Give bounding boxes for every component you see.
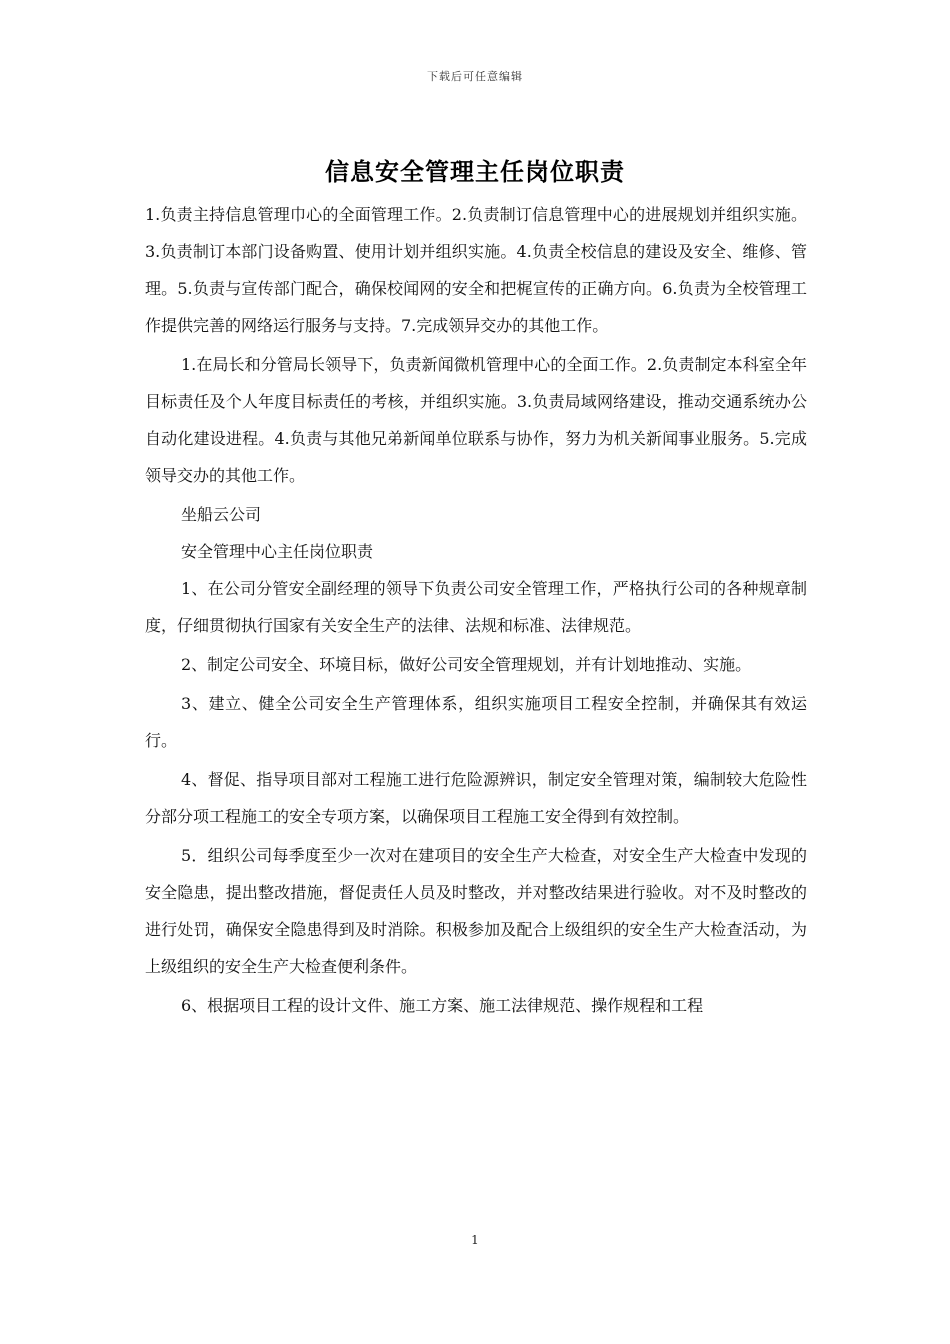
paragraph-info-center-duties: 1.负责主持信息管理巾心的全面管理工作。2.负责制订信息管理中心的进展规划并组织实施。3.负责制订本部门设备购置、使用计划并组织实施。4.负责全校信息的建设及安全、维修、管理。5.负责与宣传部门配合，确保校闻网的安全和把梶宣传的正确方向。6.负责为全校管理工作提供完善的网络运行服务与支持。7.完成领异交办的其他工作。 [145,205,807,335]
paragraph-duty-5: 5．组织公司每季度至少一次对在建项目的安全生产大检查，对安全生产大检查中发现的安全隐患，提出整改措施，督促责任人员及时整改，并对整改结果进行验收。对不及时整改的进行处罚，确保安全隐患得到及时消除。积极参加及配合上级组织的安全生产大检查活动，为上级组织的安全生产大检查便利条件。 [145,846,807,976]
paragraph-news-center-duties: 1.在局长和分管局长领导下，负责新闻微机管理中心的全面工作。2.负责制定本科室全年目标责任及个人年度目标责任的考核，并组织实施。3.负责局域网络建设，推动交通系统办公自动化建设进程。4.负责与其他兄弟新闻单位联系与协作，努力为机关新闻事业服务。5.完成领导交办的其他工作。 [145,355,807,485]
paragraph-duty-2: 2、制定公司安全、环境目标，做好公司安全管理规划，并有计划地推动、实施。 [181,655,752,674]
paragraph-section-heading: 安全管理中心主任岗位职责 [181,542,374,561]
paragraph-duty-1: 1、在公司分管安全副经理的领导下负责公司安全管理工作，严格执行公司的各种规章制度，仔细贯彻执行国家有关安全生产的法律、法规和标准、法律规范。 [145,579,807,635]
document-title: 信息安全管理主任岗位职责 [325,158,625,186]
paragraph-duty-4: 4、督促、指导项目部对工程施工进行危险源辨识，制定安全管理对策，编制较大危险性分部分项工程施工的安全专项方案，以确保项目工程施工安全得到有效控制。 [145,770,807,826]
page-header-note: 下载后可任意编辑 [427,70,523,83]
document-body [145,196,807,1026]
paragraph-company-name: 坐船云公司 [181,505,262,524]
page-number: 1 [471,1233,479,1247]
paragraph-duty-6: 6、根据项目工程的设计文件、施工方案、施工法律规范、操作规程和工程 [181,996,704,1015]
paragraph-duty-3: 3、建立、健全公司安全生产管理体系，组织实施项目工程安全控制，并确保其有效运行。 [145,694,807,750]
